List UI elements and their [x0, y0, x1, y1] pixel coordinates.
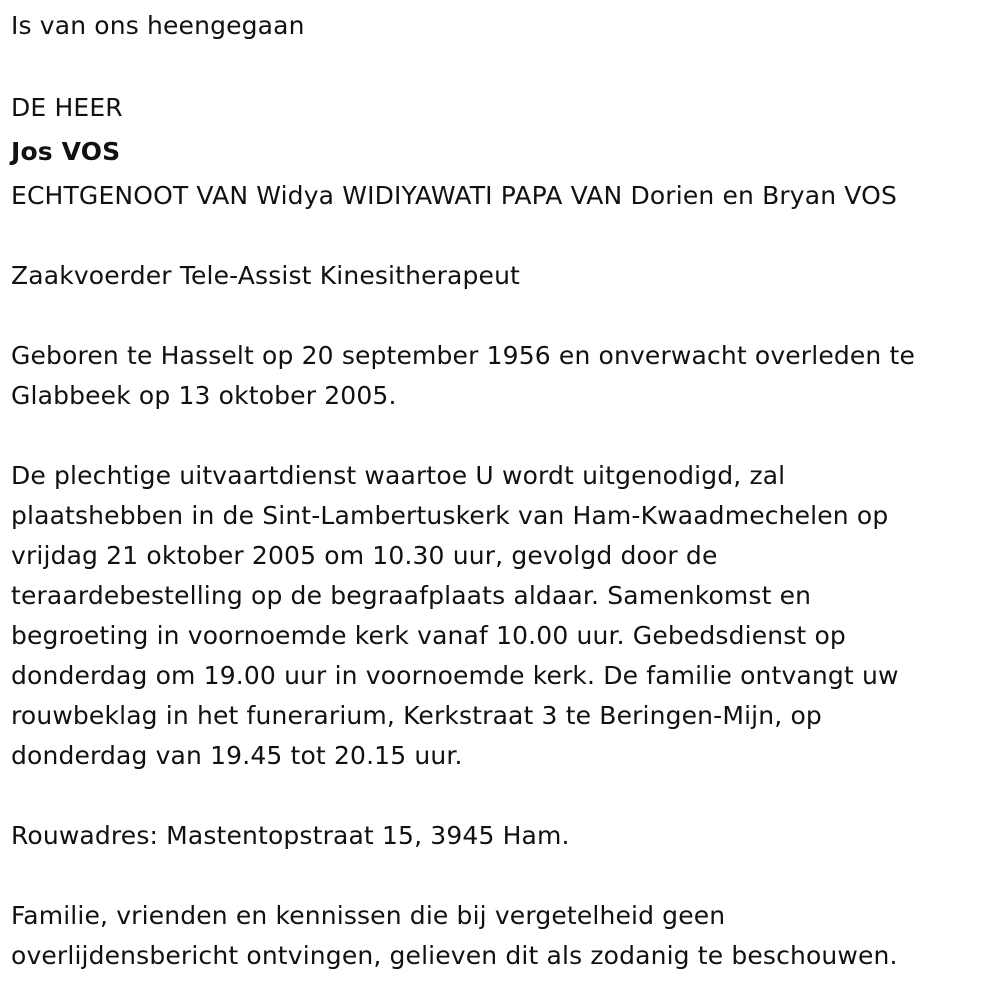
spacer [11, 416, 986, 456]
birth-death-paragraph [11, 336, 986, 416]
spacer [11, 216, 986, 256]
death-notice [11, 6, 986, 976]
paragraph-line: begroeting in voornoemde kerk vanaf 10.00 uur. Gebedsdienst op [11, 621, 846, 650]
paragraph-line: donderdag van 19.45 tot 20.15 uur. [11, 741, 463, 770]
spacer [11, 46, 986, 86]
family-line: ECHTGENOOT VAN Widya WIDIYAWATI PAPA VAN Dorien en Bryan VOS [11, 181, 897, 210]
spacer [11, 296, 986, 336]
paragraph-line: De plechtige uitvaartdienst waartoe U wordt uitgenodigd, zal [11, 461, 786, 490]
paragraph-line: Familie, vrienden en kennissen die bij vergetelheid geen [11, 901, 726, 930]
salutation: DE HEER [11, 93, 123, 122]
paragraph-line: plaatshebben in de Sint-Lambertuskerk van Ham-Kwaadmechelen op [11, 501, 889, 530]
paragraph-line: overlijdensbericht ontvingen, gelieven dit als zodanig te beschouwen. [11, 941, 898, 970]
funeral-paragraph [11, 456, 986, 776]
closing-paragraph [11, 896, 986, 976]
paragraph-line: vrijdag 21 oktober 2005 om 10.30 uur, gevolgd door de [11, 541, 718, 570]
paragraph-line: teraardebestelling op de begraafplaats aldaar. Samenkomst en [11, 581, 812, 610]
mourning-address: Rouwadres: Mastentopstraat 15, 3945 Ham. [11, 821, 570, 850]
paragraph-line: donderdag om 19.00 uur in voornoemde kerk. De familie ontvangt uw [11, 661, 899, 690]
deceased-name: Jos VOS [11, 137, 121, 166]
paragraph-line: Geboren te Hasselt op 20 september 1956 en onverwacht overleden te [11, 341, 915, 370]
spacer [11, 776, 986, 816]
paragraph-line: Glabbeek op 13 oktober 2005. [11, 381, 397, 410]
spacer [11, 856, 986, 896]
intro-text: Is van ons heengegaan [11, 11, 305, 40]
occupation: Zaakvoerder Tele-Assist Kinesitherapeut [11, 261, 521, 290]
paragraph-line: rouwbeklag in het funerarium, Kerkstraat 3 te Beringen-Mijn, op [11, 701, 822, 730]
